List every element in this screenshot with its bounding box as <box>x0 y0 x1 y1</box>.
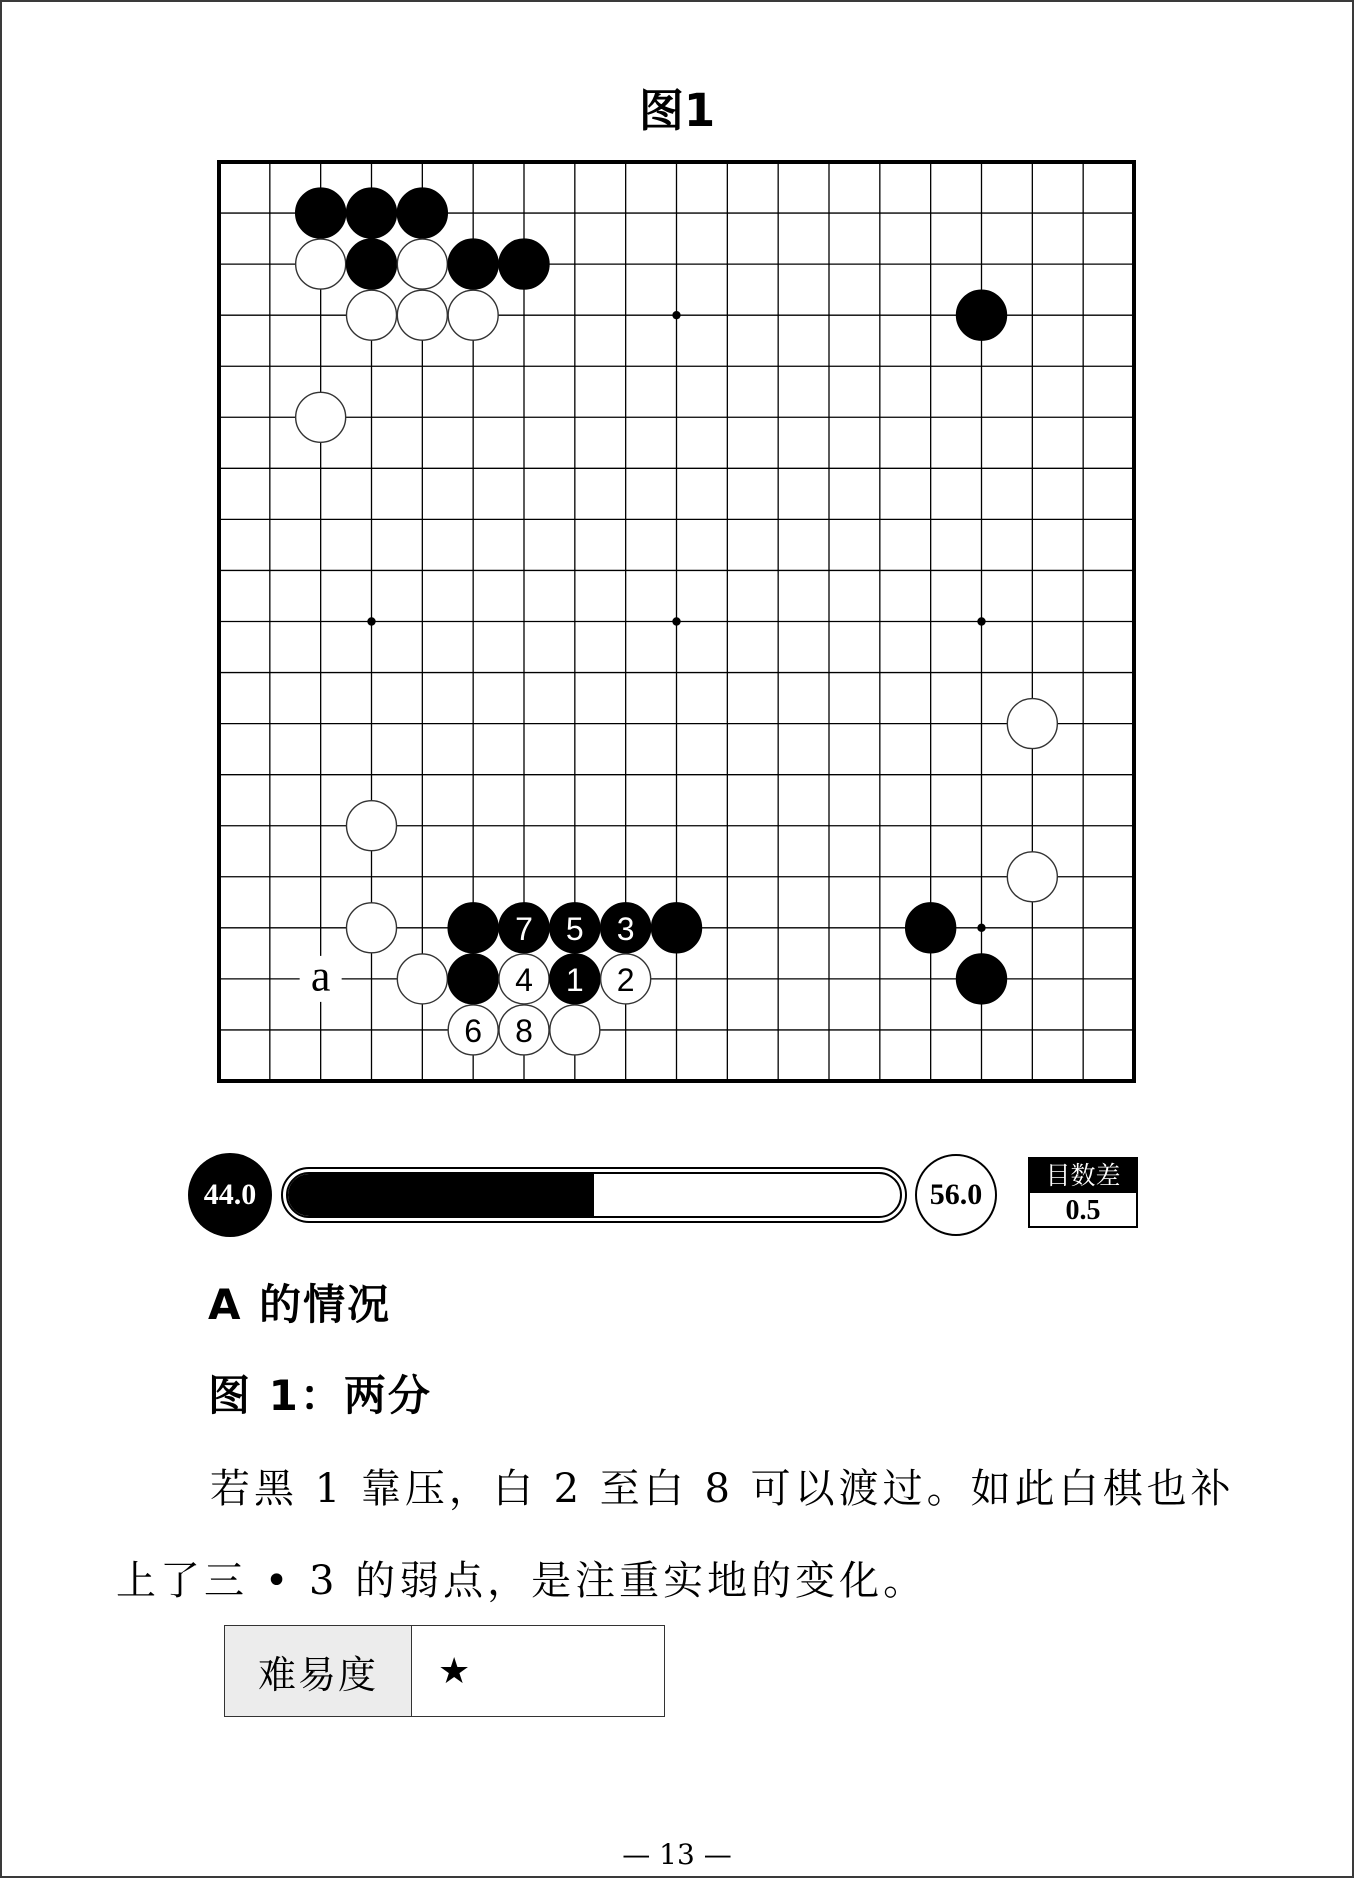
figure-title: 图1 <box>638 84 716 137</box>
move-number: 2 <box>616 961 635 998</box>
black-stone <box>652 903 702 953</box>
white-stone <box>347 903 397 953</box>
white-stone <box>1007 699 1057 749</box>
white-score-value: 56.0 <box>929 1178 983 1211</box>
point-margin-value: 0.5 <box>1030 1193 1136 1227</box>
white-stone <box>397 954 447 1004</box>
black-stone <box>448 903 498 953</box>
star-point <box>977 617 985 625</box>
black-stone <box>347 239 397 289</box>
black-stone <box>906 903 956 953</box>
difficulty-table <box>224 1625 665 1717</box>
body-text-line: 若黑 1 靠压，白 2 至白 8 可以渡过。如此白棋也补 <box>210 1466 1235 1512</box>
black-stone <box>957 290 1007 340</box>
white-stone <box>347 801 397 851</box>
section-heading: A 的情况 <box>208 1280 392 1329</box>
difficulty-stars: ★ <box>438 1650 471 1692</box>
star-point <box>977 924 985 932</box>
score-bar <box>281 1167 907 1223</box>
star-point <box>367 617 375 625</box>
black-stone <box>347 188 397 238</box>
move-number: 3 <box>616 910 635 947</box>
move-number: 4 <box>515 961 533 998</box>
white-stone <box>550 1005 600 1055</box>
score-bar-track <box>286 1172 902 1218</box>
black-stone <box>957 954 1007 1004</box>
black-stone <box>499 239 549 289</box>
move-number: 7 <box>515 910 533 947</box>
move-number: 1 <box>565 961 584 998</box>
black-stone <box>296 188 346 238</box>
white-stone <box>448 290 498 340</box>
point-margin-box <box>1028 1157 1138 1228</box>
point-marker-label: a <box>310 951 331 1001</box>
move-number: 6 <box>464 1012 483 1049</box>
go-board <box>212 155 1141 1088</box>
white-stone <box>347 290 397 340</box>
black-stone <box>397 188 447 238</box>
body-text-line: 上了三 • 3 的弱点，是注重实地的变化。 <box>116 1558 928 1604</box>
white-score-badge <box>915 1154 997 1236</box>
black-stone <box>448 954 498 1004</box>
move-number: 5 <box>565 910 584 947</box>
white-stone <box>1007 852 1057 902</box>
figure-caption: 图 1：两分 <box>208 1371 432 1420</box>
white-stone <box>397 239 447 289</box>
page-number: — 13 — <box>622 1838 732 1871</box>
black-stone <box>448 239 498 289</box>
point-margin-label: 目数差 <box>1030 1159 1136 1193</box>
star-point <box>672 617 680 625</box>
difficulty-label: 难易度 <box>225 1626 412 1716</box>
white-stone <box>296 392 346 442</box>
star-point <box>672 311 680 319</box>
white-stone <box>397 290 447 340</box>
move-number: 8 <box>515 1012 533 1049</box>
score-bar-black-fill <box>288 1174 594 1216</box>
black-score-badge <box>188 1153 272 1237</box>
black-score-value: 44.0 <box>203 1178 257 1211</box>
white-stone <box>296 239 346 289</box>
